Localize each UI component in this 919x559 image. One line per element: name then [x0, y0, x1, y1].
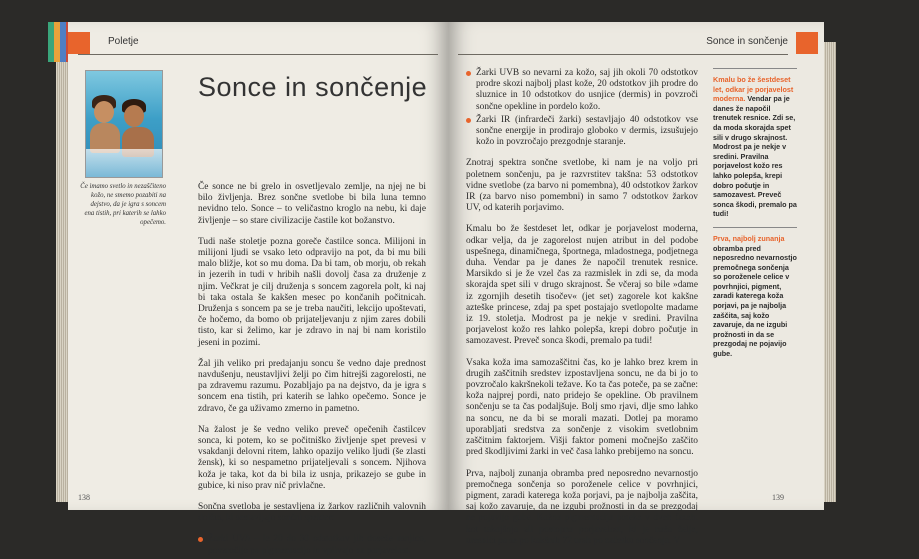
running-header-left: [78, 36, 438, 55]
left-page: [68, 22, 448, 556]
photo-caption: Če imamo svetlo in nezaščiteno kožo, ne smemo pozabiti na dejstvo, da je igra s soncem ena tistih, pri katerih se lahko opečemo.: [80, 183, 166, 226]
paragraph: Znotraj spektra sončne svetlobe, ki nam je na voljo pri poletnem sončenju, pa je razvrstitev takšna: 53 odstotkov vidne svetlobe (za barvo ni pomembna), 40 odstotkov žarkov IR (za barvo niso pomembni) in samo 7 odstotkov žarkov UV, od katerih porjavimo.: [466, 158, 698, 214]
bullet-item: Žarki UVA – le 20 do 30 odstotkov jih doseže usnjico, povzročijo pa pigmentacijo in vplivajo na porjavelost.: [198, 534, 426, 556]
bullet-item: Žarki UVB so nevarni za kožo, saj jih okoli 70 odstotkov prodre skozi najbolj plast kože, 20 odstotkov jih prodre do sluznice in 10 odstotkov do usnjice (dermis) in povzroči sončne opekline in pordelo kožo.: [466, 68, 698, 113]
page-number-left: 138: [78, 493, 90, 502]
paragraph: Če sonce ne bi grelo in osvetljevalo zemlje, na njej ne bi bilo življenja. Brez sončne svetlobe bi bila luna temno nevidno telo. Sonce – to veličastno kroglo na nebu, ki daje življenje – so stare civilizacije častile kot božanstvo.: [198, 182, 426, 226]
paragraph: Na žalost je še vedno veliko preveč opečenih častilcev sonca, ki potem, ko se počitniško življenje spet prevesi v vsakdanji delovni ritem, lahko opazijo veliko ljudi (še zlasti žensk), ki so nespametno prijateljevali s soncem. Njihova koža je taka, kot da bi bila iz usnja, prikazejo se gube in gubice, ki niso prav nič privlačne.: [198, 424, 426, 491]
running-header-right: [458, 36, 788, 55]
paragraph: Prva, najbolj zunanja obramba pred neposredno nevarnostjo premočnega sončenja so poroženele celice v povrhnjici, pigment, zaradi katerega koža porjavi, pa je najbolja zaščita, saj kožo zavaruje, da ne izgubi prožnosti in da se prezgodaj ne pojavijo gube. Kožna pigmentacija poteka v dveh fazah: kot takojšnja ali postopna porjavelost, ki je naša želja, uresniči pa se po kakšnih 72 urah po začetku sončenja. V: [466, 468, 698, 546]
paragraph: Kmalu bo že šestdeset let, odkar je porjavelost moderna, odkar velja, da je zagorelost nujen atribut in del podobe uspešnega, dinamičnega, športnega, mladostnega, podjetnega duha. Vendar pa je danes že napočil trenutek resnice. Marsikdo si je že vzel čas za razmislek in zdi se, da moda skorajda spet sili v drugo skrajnost. Še včeraj so bile »dame iz zgornjih desetih tisočev« (jet set) zagorele kot kakšne azteške princese, zdaj pa spet postajajo svetlopolte madame iz 19. stoletja. Modrost pa je nekje v sredini. Pravilna porjavelost kožo res lahko polepša, krepi dobro počutje in samozavest. Preveč sonca škodi, premalo pa tudi!: [466, 224, 698, 347]
sidebar-note: Kmalu bo že šestdeset let, odkar je porjavelost moderna. Vendar pa je danes že napočil trenutek resnice. Zdi se, da moda skorajda spet sili v drugo skrajnost. Modrost pa je nekje v sredini. Pravilna porjavelost kožo res lahko polepša, krepi dobro počutje in samozavest. Preveč sonca škodi, premalo pa tudi!: [713, 68, 797, 219]
section-name: Poletje: [108, 36, 139, 47]
chapter-name: Sonce in sončenje: [706, 36, 788, 47]
sidebar-note: Prva, najbolj zunanja obramba pred neposredno nevarnostjo premočnega sončenja so poroženele celice v povrhnjici, pigment, zaradi katerega koža porjavi, pa je najbolja zaščita, saj kožo zavaruje, da ne izgubi prožnosti in da se prezgodaj ne pojavijo gube.: [713, 227, 797, 359]
open-book: [48, 2, 838, 556]
paragraph: Vsaka koža ima samozaščitni čas, ko je lahko brez krem in drugih zaščitnih sredstev izpostavljena soncu, ne da bi jo to povzročalo kakršnekoli težave. Ko ta čas poteče, pa se začne: koža najprej pordi, nato pridejo še opekline. Ob pravilnem sončenju se ta čas podaljšuje. Bolj smo rjavi, dlje smo lahko na soncu, ne da bi se morali mazati. Dotlej pa moramo uporabljati sredstva za sončenje z visokim svetlobnim zaščitnim faktorjem. Višji faktor pomeni močnejšo zaščito pred škodljivimi žarki in več časa lahko prebijemo na soncu.: [466, 357, 698, 458]
bullet-item: Žarki IR (infrardeči žarki) sestavljajo 40 odstotkov vse sončne energije in prodirajo globoko v dermis, izsušujejo kožo in povzročajo prezgodnje staranje.: [466, 115, 698, 149]
bullet-dot-icon: [466, 71, 471, 76]
right-page: [448, 22, 824, 546]
beach-photo: [85, 70, 163, 178]
margin-sidebar: [713, 68, 797, 367]
paragraph: Tudi naše stoletje pozna goreče častilce sonca. Milijoni in milijoni ljudi se vsako leto odpravijo na pot, da bi mu bili malo bližje, kot so mu doma. Da bi tam, ob morju, ob rekah in jezerih in tudi v hribih našli dovolj časa za druženje z njim. Večkrat je cilj druženja s soncem zagorela polt, ki naj bi taka ostala še kakšen mesec po končanih počitnicah. Druženja s soncem pa se je treba naučiti, lekcijo upoštevati, če hočemo, da bomo ob prijateljevanju z njim zares dobili tisto, kar si želimo, kar je zdravo in naj bi nam koristilo jeseni in pozimi.: [198, 236, 426, 348]
right-text-column: [466, 68, 698, 557]
paragraph: Žal jih veliko pri predajanju soncu še vedno daje prednost navdušenju, neustavljivi želji po čim hitrejši zagorelosti, ne pa zdravemu razumu. Pozabljajo pa na dejstvo, da je igra s soncem ena tistih, pri katerih se lahko opečemo. Sonce je zdravo, če ga uživamo zmerno in pametno.: [198, 358, 426, 414]
page-number-right: 139: [772, 493, 784, 502]
chapter-title: Sonce in sončenje: [198, 72, 428, 102]
page-edges-left: [56, 42, 68, 502]
paragraph: Sončna svetloba je sestavljena iz žarkov različnih valovnih dolžin, ki sestavljajo sončni spekter:: [198, 502, 426, 524]
page-edges-right: [824, 42, 836, 502]
section-marker: [796, 32, 818, 54]
bullet-dot-icon: [198, 537, 203, 542]
left-text-column: [198, 182, 426, 559]
bullet-dot-icon: [466, 118, 471, 123]
